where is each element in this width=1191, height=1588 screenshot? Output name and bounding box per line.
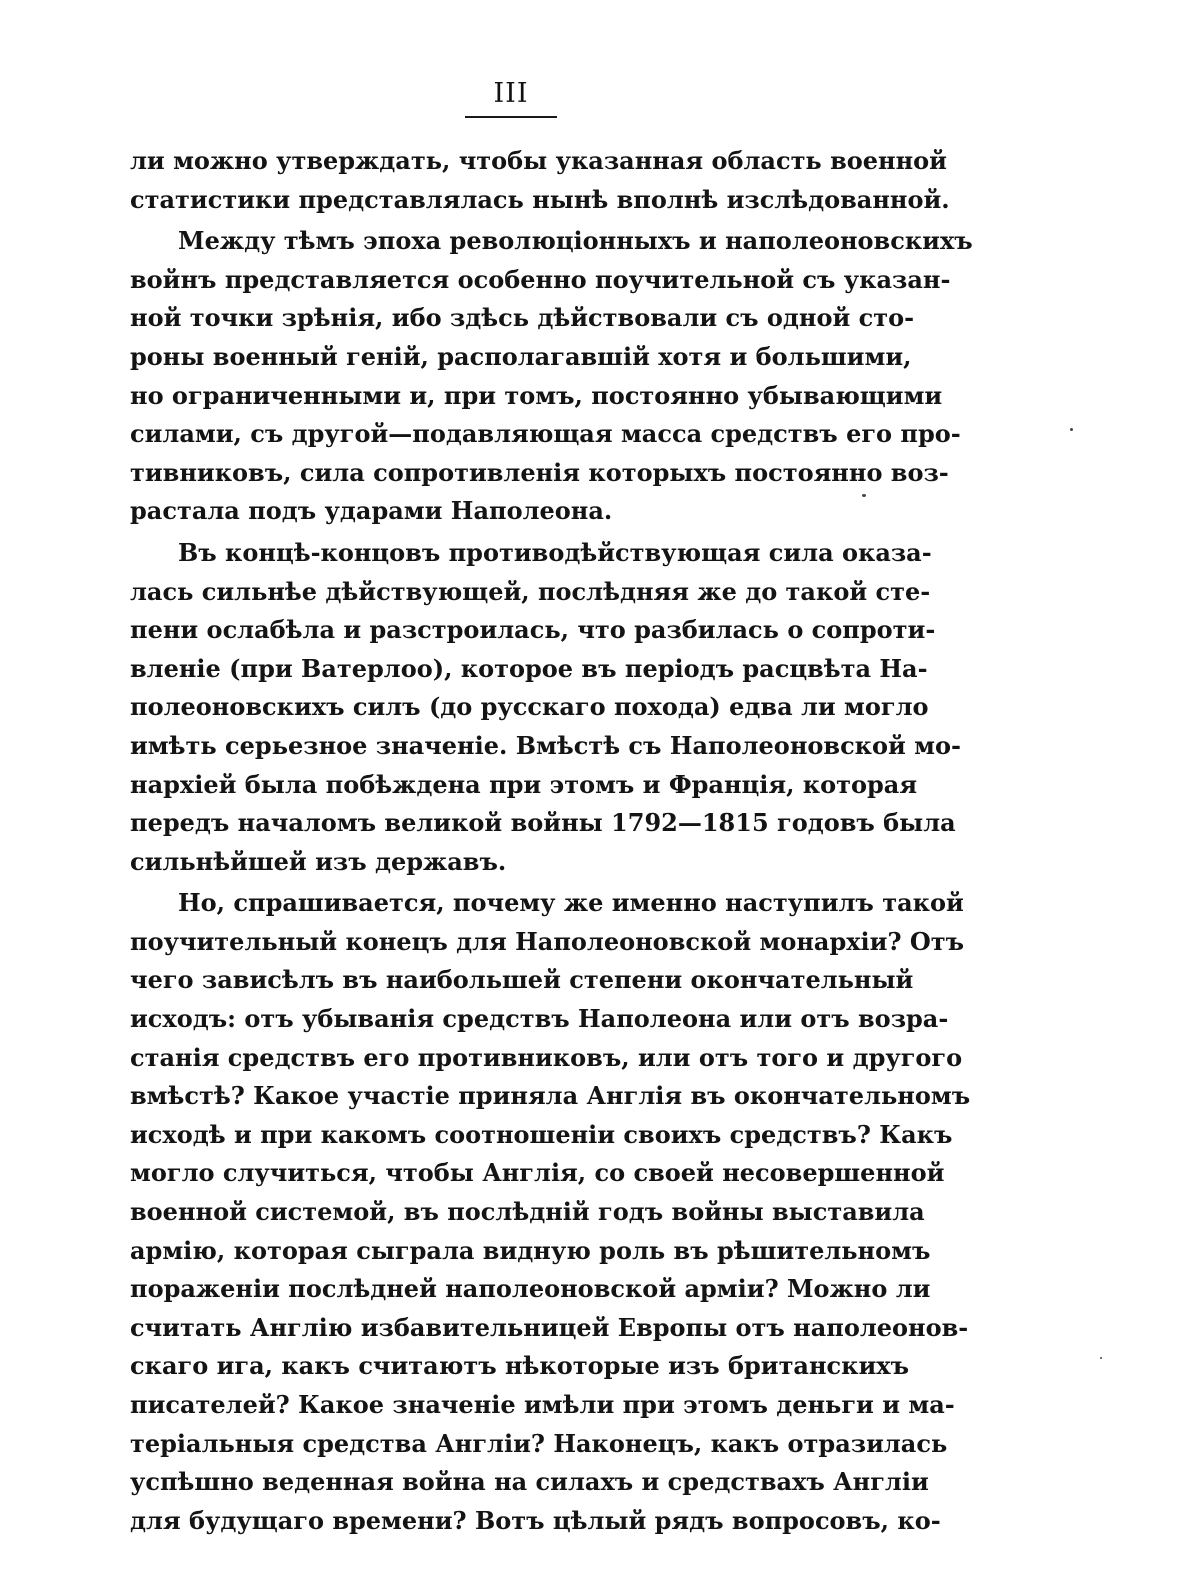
- text-line: сильнѣйшей изъ державъ.: [130, 846, 507, 876]
- text-line: передъ началомъ великой войны 1792—1815 годовъ была: [130, 808, 956, 838]
- text-line: для будущаго времени? Вотъ цѣлый рядъ вопросовъ, ко-: [130, 1505, 941, 1535]
- text-line: полеоновскихъ силъ (до русскаго похода) едва ли могло: [130, 692, 929, 722]
- paragraph: [130, 222, 973, 531]
- header-rule: [465, 116, 557, 118]
- text-line: статистики представлялась нынѣ вполнѣ изслѣдованной.: [130, 184, 950, 214]
- text-line: вмѣстѣ? Какое участіе приняла Англія въ окончательномъ: [130, 1081, 971, 1111]
- text-line: чего зависѣлъ въ наибольшей степени окончательный: [130, 965, 914, 995]
- paragraph: [130, 142, 950, 219]
- text-line: имѣть серьезное значеніе. Вмѣстѣ съ Наполеоновской мо-: [130, 730, 961, 760]
- text-line: исходъ: отъ убыванія средствъ Наполеона или отъ возра-: [130, 1004, 949, 1034]
- scan-speck: [1100, 1357, 1102, 1359]
- text-line: но ограниченными и, при томъ, постоянно убывающими: [130, 380, 943, 410]
- page-number: III: [493, 78, 529, 109]
- text-line: писателей? Какое значеніе имѣли при этомъ деньги и ма-: [130, 1390, 955, 1419]
- text-line: считать Англію избавительницей Европы отъ наполеонов-: [130, 1312, 969, 1342]
- text-line: армію, которая сыграла видную роль въ рѣшительномъ: [130, 1235, 931, 1265]
- text-line: теріальныя средства Англіи? Наконецъ, какъ отразилась: [130, 1428, 948, 1458]
- text-line: войнъ представляется особенно поучительной съ указан-: [130, 264, 951, 294]
- text-line: вленіе (при Ватерлоо), которое въ періодъ расцвѣта На-: [130, 653, 928, 683]
- text-line: тивниковъ, сила сопротивленія которыхъ постоянно воз-: [130, 457, 949, 487]
- text-line: нархіей была побѣждена при этомъ и Франція, которая: [130, 769, 918, 799]
- text-line: поучительный конецъ для Наполеоновской монархіи? Отъ: [130, 926, 965, 956]
- text-line: Въ концѣ-концовъ противодѣйствующая сила оказа-: [178, 537, 932, 567]
- scan-speck: [862, 494, 866, 497]
- text-line: Между тѣмъ эпоха революціонныхъ и наполеоновскихъ: [178, 226, 973, 256]
- text-line: могло случиться, чтобы Англія, со своей несовершенной: [130, 1158, 945, 1188]
- text-line: станія средствъ его противниковъ, или отъ того и другого: [130, 1042, 963, 1072]
- text-line: исходѣ и при какомъ соотношеніи своихъ средствъ? Какъ: [130, 1119, 953, 1149]
- text-line: успѣшно веденная война на силахъ и средствахъ Англіи: [130, 1467, 929, 1497]
- text-line: военной системой, въ послѣдній годъ войны выставила: [130, 1197, 925, 1227]
- paragraph: [130, 884, 971, 1540]
- text-line: пени ослабѣла и разстроилась, что разбилась о сопроти-: [130, 615, 936, 645]
- text-line: лась сильнѣе дѣйствующей, послѣдняя же до такой сте-: [130, 576, 931, 606]
- text-line: растала подъ ударами Наполеона.: [130, 496, 613, 526]
- text-line: скаго ига, какъ считаютъ нѣкоторые изъ британскихъ: [130, 1351, 910, 1381]
- text-line: Но, спрашивается, почему же именно наступилъ такой: [178, 888, 964, 918]
- text-line: ли можно утверждать, чтобы указанная область военной: [130, 146, 947, 175]
- scan-speck: [1070, 428, 1073, 431]
- text-line: силами, съ другой—подавляющая масса средствъ его про-: [130, 419, 961, 449]
- page-header: [465, 74, 557, 118]
- body-text: [130, 142, 973, 1540]
- paragraph: [130, 534, 961, 881]
- text-line: ной точки зрѣнія, ибо здѣсь дѣйствовали съ одной сто-: [130, 303, 915, 333]
- text-line: роны военный геній, располагавшій хотя и большими,: [130, 341, 912, 371]
- text-line: пораженіи послѣдней наполеоновской арміи? Можно ли: [130, 1274, 931, 1304]
